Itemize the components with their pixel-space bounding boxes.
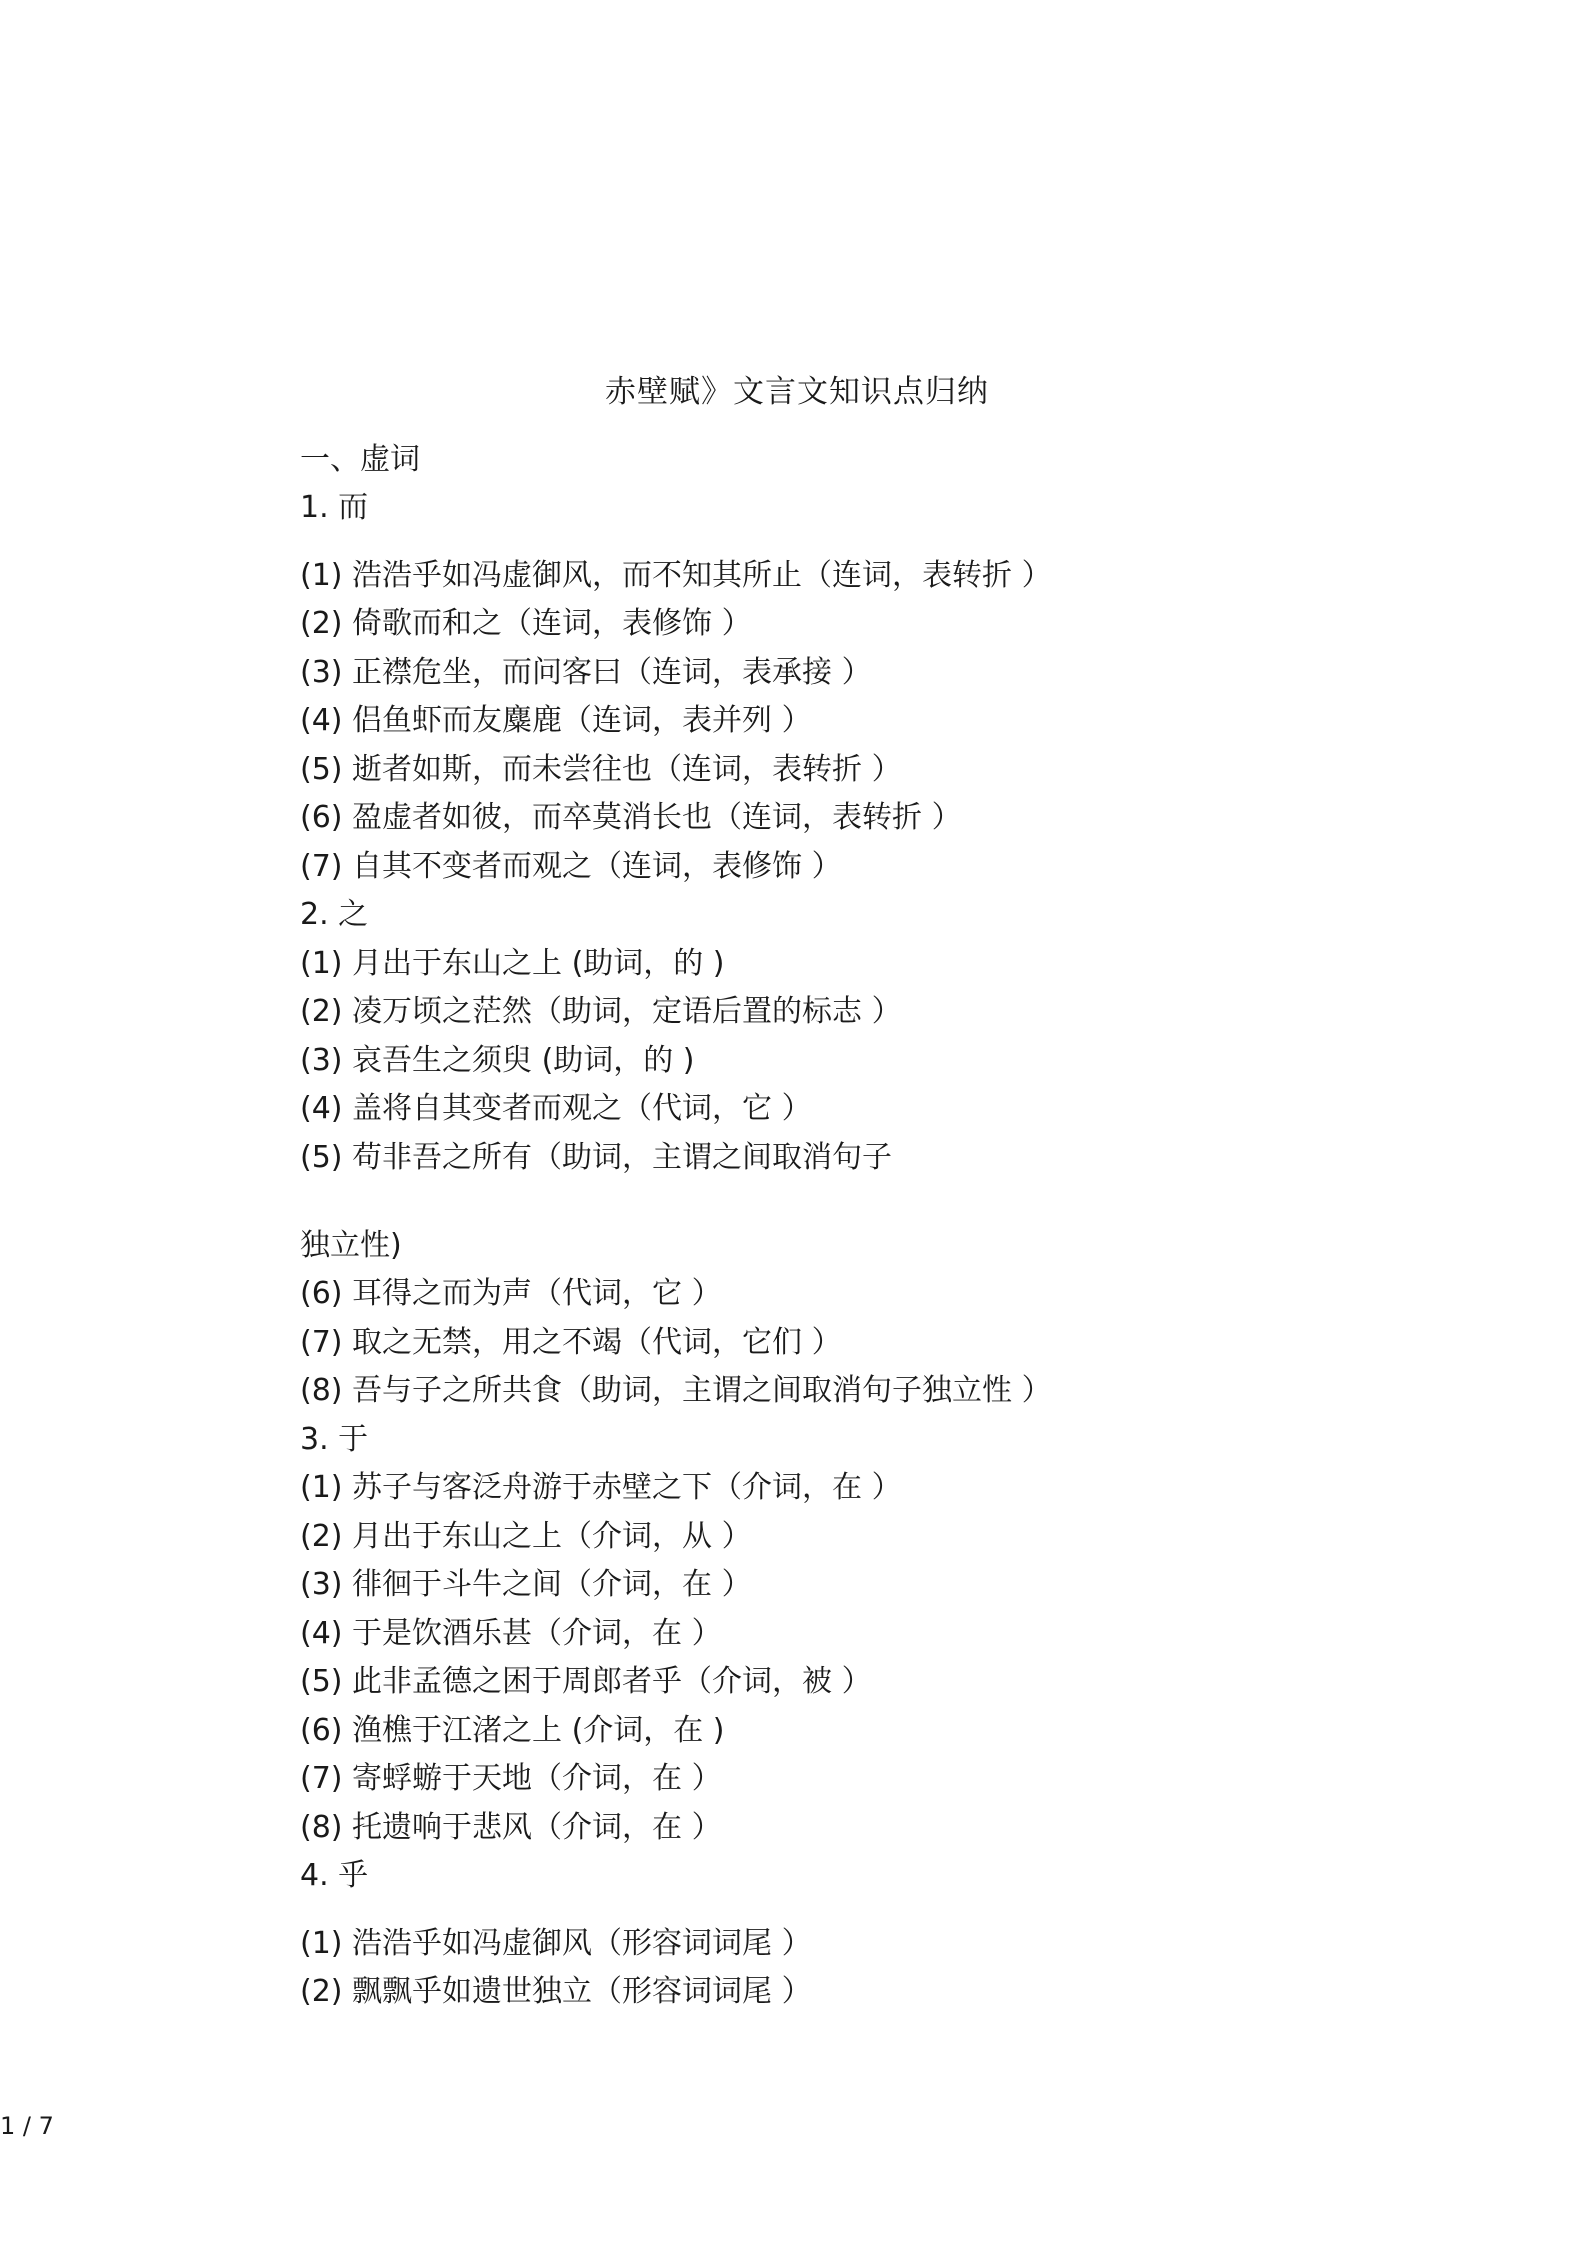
- subheading-yu: 3. 于: [300, 1422, 369, 1457]
- list-item: (5) 此非孟德之困于周郎者乎（介词，被 ）: [300, 1664, 872, 1699]
- document-title: 赤壁赋》文言文知识点归纳: [605, 374, 989, 410]
- list-item: (4) 于是饮酒乐甚（介词，在 ）: [300, 1616, 722, 1651]
- list-item: (3) 徘徊于斗牛之间（介词，在 ）: [300, 1567, 752, 1602]
- list-item: (5) 逝者如斯，而未尝往也（连词，表转折 ）: [300, 752, 902, 787]
- list-item: (2) 飘飘乎如遗世独立（形容词词尾 ）: [300, 1974, 812, 2009]
- list-item: (7) 寄蜉蝣于天地（介词，在 ）: [300, 1761, 722, 1796]
- page-indicator: 1 / 7: [0, 2112, 54, 2140]
- list-item: (2) 月出于东山之上（介词，从 ）: [300, 1519, 752, 1554]
- list-item: (1) 浩浩乎如冯虚御风，而不知其所止（连词，表转折 ）: [300, 558, 1052, 593]
- list-item: (7) 取之无禁，用之不竭（代词，它们 ）: [300, 1325, 842, 1360]
- list-item: (2) 凌万顷之茫然（助词，定语后置的标志 ）: [300, 994, 902, 1029]
- list-item: (1) 月出于东山之上 (助词，的 ): [300, 946, 725, 981]
- subheading-zhi: 2. 之: [300, 897, 369, 932]
- list-item: (3) 正襟危坐，而问客曰（连词，表承接 ）: [300, 655, 872, 690]
- list-item: (8) 托遗响于悲风（介词，在 ）: [300, 1810, 722, 1845]
- list-item: (1) 苏子与客泛舟游于赤壁之下（介词，在 ）: [300, 1470, 902, 1505]
- list-item: (6) 耳得之而为声（代词，它 ）: [300, 1276, 722, 1311]
- list-item: (3) 哀吾生之须臾 (助词，的 ): [300, 1043, 695, 1078]
- subheading-hu: 4. 乎: [300, 1858, 369, 1893]
- list-item: (1) 浩浩乎如冯虚御风（形容词词尾 ）: [300, 1926, 812, 1961]
- list-item: (7) 自其不变者而观之（连词，表修饰 ）: [300, 849, 842, 884]
- list-item: (6) 盈虚者如彼，而卒莫消长也（连词，表转折 ）: [300, 800, 962, 835]
- list-item: (5) 苟非吾之所有（助词，主谓之间取消句子: [300, 1140, 893, 1175]
- list-item: (6) 渔樵于江渚之上 (介词，在 ): [300, 1713, 725, 1748]
- list-item: (4) 侣鱼虾而友麋鹿（连词，表并列 ）: [300, 703, 812, 738]
- subheading-er: 1. 而: [300, 490, 369, 525]
- list-item-continuation: 独立性): [300, 1228, 402, 1263]
- list-item: (4) 盖将自其变者而观之（代词，它 ）: [300, 1091, 812, 1126]
- section-heading: 一、虚词: [300, 442, 420, 477]
- list-item: (8) 吾与子之所共食（助词，主谓之间取消句子独立性 ）: [300, 1373, 1052, 1408]
- list-item: (2) 倚歌而和之（连词，表修饰 ）: [300, 606, 752, 641]
